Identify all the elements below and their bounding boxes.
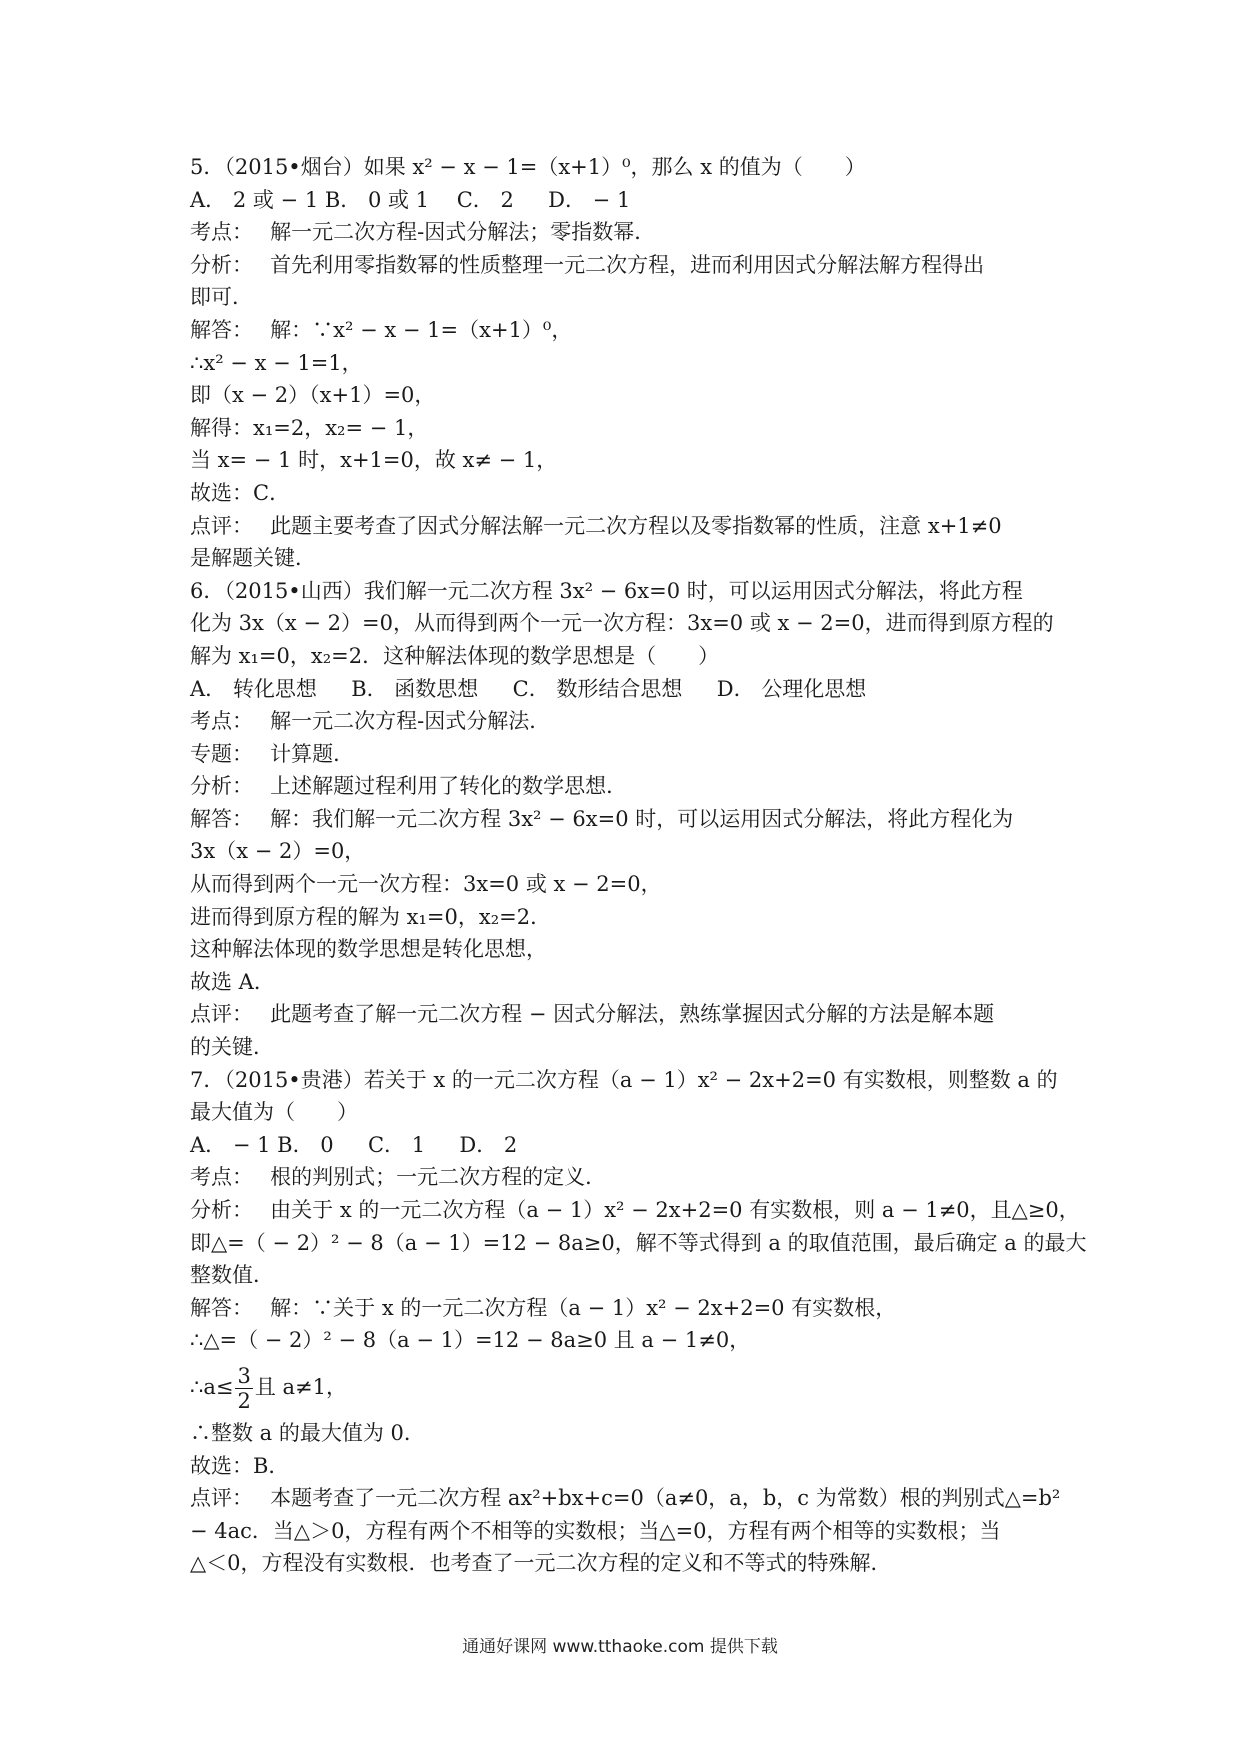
q6-jieda-line3: 从而得到两个一元一次方程：3x=0 或 x − 2=0， — [190, 872, 662, 897]
fraction-denominator: 2 — [237, 1388, 251, 1413]
q7-jieda-line3 — [190, 1357, 1060, 1417]
q7-dianping-line2: − 4ac．当△＞0，方程有两个不相等的实数根；当△=0，方程有两个相等的实数根；当 — [190, 1518, 1001, 1543]
q6-zhuanti: 专题： 计算题． — [190, 741, 355, 766]
q7-jieda-line1: 解答： 解：∵关于 x 的一元二次方程（a − 1）x² − 2x+2=0 有实数根， — [190, 1295, 897, 1320]
q5-fenxi-line2: 即可． — [190, 285, 253, 310]
q7-jieda3-prefix: ∴a≤ — [190, 1374, 234, 1399]
q6-fenxi: 分析： 上述解题过程利用了转化的数学思想． — [190, 774, 628, 799]
page-footer: 通通好课网 www.tthaoke.com 提供下载 — [462, 1637, 778, 1657]
q7-stem-line1: 7．（2015•贵港）若关于 x 的一元二次方程（a − 1）x² − 2x+2=0 有实数根，则整数 a 的 — [190, 1067, 1058, 1092]
q7-kaodian: 考点： 根的判别式；一元二次方程的定义． — [190, 1165, 607, 1190]
q5-dianping-line2: 是解题关键． — [190, 546, 316, 571]
q7-jieda3-suffix: 且 a≠1， — [254, 1374, 348, 1399]
q5-jieda-line2: ∴x² − x − 1=1， — [190, 350, 363, 375]
q6-stem-line3: 解为 x₁=0，x₂=2．这种解法体现的数学思想是（ ） — [190, 643, 720, 668]
q6-stem-line1: 6．（2015•山西）我们解一元二次方程 3x² − 6x=0 时，可以运用因式分解法，将此方程 — [190, 578, 1023, 603]
q5-jieda-line3: 即（x − 2）（x+1）=0， — [190, 383, 436, 408]
q5-fenxi-line1: 分析： 首先利用零指数幂的性质整理一元二次方程，进而利用因式分解法解方程得出 — [190, 252, 985, 277]
q6-stem-line2: 化为 3x（x − 2）=0，从而得到两个一元一次方程：3x=0 或 x − 2=0，进而得到原方程的 — [190, 611, 1054, 636]
q6-jieda-line5: 这种解法体现的数学思想是转化思想， — [190, 937, 547, 962]
q7-options: A． − 1 B． 0 C． 1 D． 2 — [190, 1132, 518, 1157]
q7-fenxi-line3: 整数值． — [190, 1263, 274, 1288]
q6-dianping-line2: 的关键． — [190, 1035, 274, 1060]
q5-jieda-line1: 解答： 解：∵x² − x − 1=（x+1）⁰， — [190, 317, 573, 342]
q7-dianping-line1: 点评： 本题考查了一元二次方程 ax²+bx+c=0（a≠0，a，b，c 为常数）根的判别式△=b² — [190, 1486, 1061, 1511]
q7-fenxi-line2: 即△=（ − 2）² − 8（a − 1）=12 − 8a≥0，解不等式得到 a 的取值范围，最后确定 a 的最大 — [190, 1230, 1087, 1255]
q5-jieda-line5: 当 x= − 1 时，x+1=0，故 x≠ − 1， — [190, 448, 558, 473]
q7-jieda-line2: ∴△=（ − 2）² − 8（a − 1）=12 − 8a≥0 且 a − 1≠0， — [190, 1328, 751, 1353]
q7-jieda-line4: ∴整数 a 的最大值为 0． — [190, 1420, 425, 1445]
q6-options: A． 转化思想 B． 函数思想 C． 数形结合思想 D． 公理化思想 — [190, 676, 867, 701]
q6-dianping-line1: 点评： 此题考查了解一元二次方程 − 因式分解法，熟练掌握因式分解的方法是解本题 — [190, 1002, 995, 1027]
q6-jieda-line6: 故选 A． — [190, 969, 275, 994]
q7-jieda-line5: 故选：B． — [190, 1453, 290, 1478]
q7-dianping-line3: △＜0，方程没有实数根．也考查了一元二次方程的定义和不等式的特殊解． — [190, 1551, 892, 1576]
q6-jieda-line1: 解答： 解：我们解一元二次方程 3x² − 6x=0 时，可以运用因式分解法，将此方程化为 — [190, 806, 1014, 831]
q7-fenxi-line1: 分析： 由关于 x 的一元二次方程（a − 1）x² − 2x+2=0 有实数根，则 a − 1≠0，且△≥0， — [190, 1198, 1080, 1222]
q5-jieda-line4: 解得：x₁=2，x₂= − 1， — [190, 415, 429, 440]
q7-stem-line2: 最大值为（ ） — [190, 1100, 358, 1125]
q6-kaodian: 考点： 解一元二次方程-因式分解法． — [190, 709, 551, 734]
document-body — [190, 151, 1087, 1580]
q5-stem: 5．（2015•烟台）如果 x² − x − 1=（x+1）⁰，那么 x 的值为（ ） — [190, 155, 866, 179]
q5-jieda-line6: 故选：C． — [190, 480, 291, 505]
q5-kaodian: 考点： 解一元二次方程-因式分解法；零指数幂． — [190, 220, 656, 245]
q5-dianping-line1: 点评： 此题主要考查了因式分解法解一元二次方程以及零指数幂的性质，注意 x+1≠0 — [190, 513, 1002, 538]
q6-jieda-line2: 3x（x − 2）=0， — [190, 839, 366, 864]
q6-jieda-line4: 进而得到原方程的解为 x₁=0，x₂=2． — [190, 904, 552, 929]
q5-options: A． 2 或 − 1 B． 0 或 1 C． 2 D． − 1 — [190, 187, 631, 212]
fraction-numerator: 3 — [237, 1363, 251, 1388]
fraction — [235, 1364, 252, 1413]
